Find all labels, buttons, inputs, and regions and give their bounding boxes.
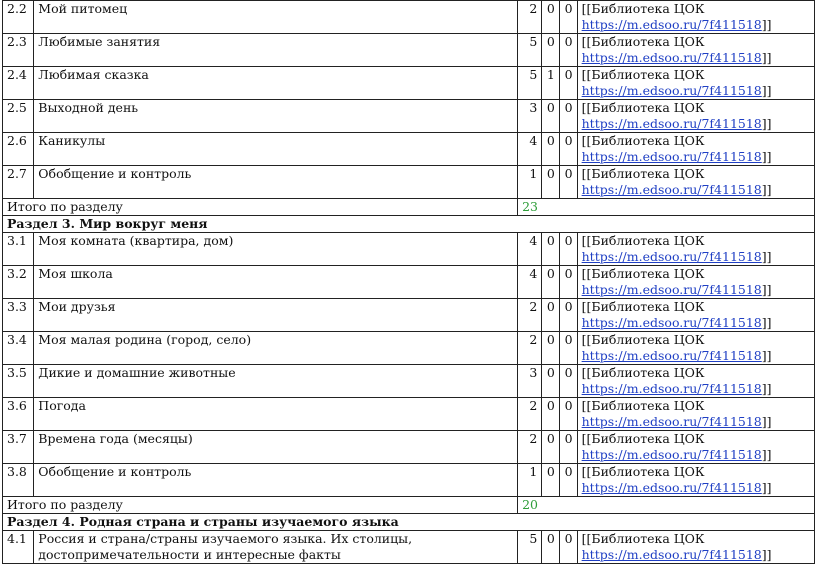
lesson-title: Мои друзья xyxy=(34,299,518,332)
lesson-number: 3.6 xyxy=(3,398,34,431)
library-label: [[Библиотека ЦОК xyxy=(581,365,705,380)
library-suffix: ]] xyxy=(761,116,772,131)
library-link[interactable]: https://m.edsoo.ru/7f411518 xyxy=(581,149,762,164)
hours-practice: 0 xyxy=(560,100,577,133)
hours-total: 1 xyxy=(518,166,542,199)
hours-total: 5 xyxy=(518,34,542,67)
lesson-number: 3.7 xyxy=(3,431,34,464)
library-link[interactable]: https://m.edsoo.ru/7f411518 xyxy=(581,315,762,330)
hours-total: 4 xyxy=(518,133,542,166)
hours-total: 4 xyxy=(518,233,542,266)
lesson-number: 2.6 xyxy=(3,133,34,166)
lesson-title: Любимые занятия xyxy=(34,34,518,67)
library-suffix: ]] xyxy=(761,315,772,330)
library-suffix: ]] xyxy=(761,547,772,562)
table-row xyxy=(3,299,815,332)
hours-total: 2 xyxy=(518,1,542,34)
hours-control: 0 xyxy=(542,398,560,431)
hours-total: 2 xyxy=(518,332,542,365)
hours-control: 0 xyxy=(542,431,560,464)
lesson-number: 4.1 xyxy=(3,531,34,564)
table-row xyxy=(3,100,815,133)
library-label: [[Библиотека ЦОК xyxy=(581,166,705,181)
table-row xyxy=(3,531,815,564)
hours-control: 0 xyxy=(542,34,560,67)
lesson-number: 2.7 xyxy=(3,166,34,199)
table-row xyxy=(3,67,815,100)
library-link[interactable]: https://m.edsoo.ru/7f411518 xyxy=(581,348,762,363)
library-link-line xyxy=(582,414,810,430)
resource-cell xyxy=(577,431,814,464)
hours-practice: 0 xyxy=(560,531,577,564)
lesson-title: Дикие и домашние животные xyxy=(34,365,518,398)
hours-control: 0 xyxy=(542,1,560,34)
resource-cell xyxy=(577,531,814,564)
lesson-number: 3.2 xyxy=(3,266,34,299)
library-link[interactable]: https://m.edsoo.ru/7f411518 xyxy=(581,182,762,197)
lesson-number: 2.3 xyxy=(3,34,34,67)
library-link-line xyxy=(582,381,810,397)
lesson-number: 3.5 xyxy=(3,365,34,398)
library-link[interactable]: https://m.edsoo.ru/7f411518 xyxy=(581,116,762,131)
lesson-title: Выходной день xyxy=(34,100,518,133)
hours-control: 0 xyxy=(542,133,560,166)
hours-practice: 0 xyxy=(560,166,577,199)
hours-practice: 0 xyxy=(560,332,577,365)
hours-practice: 0 xyxy=(560,266,577,299)
library-link[interactable]: https://m.edsoo.ru/7f411518 xyxy=(581,83,762,98)
hours-practice: 0 xyxy=(560,1,577,34)
lesson-title: Обобщение и контроль xyxy=(34,166,518,199)
library-link[interactable]: https://m.edsoo.ru/7f411518 xyxy=(581,381,762,396)
hours-total: 2 xyxy=(518,398,542,431)
table-row xyxy=(3,398,815,431)
lesson-title: Моя малая родина (город, село) xyxy=(34,332,518,365)
lesson-title: Обобщение и контроль xyxy=(34,464,518,497)
library-link-line xyxy=(582,447,810,463)
lesson-number: 2.4 xyxy=(3,67,34,100)
hours-control: 0 xyxy=(542,266,560,299)
hours-practice: 0 xyxy=(560,398,577,431)
library-link-line xyxy=(582,83,810,99)
hours-total: 5 xyxy=(518,67,542,100)
hours-practice: 0 xyxy=(560,67,577,100)
hours-control: 0 xyxy=(542,332,560,365)
library-suffix: ]] xyxy=(761,381,772,396)
library-suffix: ]] xyxy=(761,348,772,363)
resource-cell xyxy=(577,299,814,332)
lesson-number: 3.3 xyxy=(3,299,34,332)
resource-cell xyxy=(577,233,814,266)
library-label: [[Библиотека ЦОК xyxy=(581,266,705,281)
library-link[interactable]: https://m.edsoo.ru/7f411518 xyxy=(581,414,762,429)
hours-control: 1 xyxy=(542,67,560,100)
library-label: [[Библиотека ЦОК xyxy=(581,133,705,148)
library-link-line xyxy=(582,249,810,265)
library-link-line xyxy=(582,480,810,496)
table-row xyxy=(3,332,815,365)
library-label: [[Библиотека ЦОК xyxy=(581,1,705,16)
library-link[interactable]: https://m.edsoo.ru/7f411518 xyxy=(581,547,762,562)
table-row xyxy=(3,1,815,34)
hours-total: 2 xyxy=(518,431,542,464)
resource-cell xyxy=(577,1,814,34)
table-row xyxy=(3,266,815,299)
library-link-line xyxy=(582,50,810,66)
curriculum-table xyxy=(2,0,815,564)
hours-practice: 0 xyxy=(560,299,577,332)
section-header-row xyxy=(3,216,815,233)
table-row xyxy=(3,431,815,464)
resource-cell xyxy=(577,67,814,100)
lesson-number: 3.1 xyxy=(3,233,34,266)
section-title: Раздел 3. Мир вокруг меня xyxy=(3,216,815,233)
resource-cell xyxy=(577,133,814,166)
library-suffix: ]] xyxy=(761,282,772,297)
library-link[interactable]: https://m.edsoo.ru/7f411518 xyxy=(581,480,762,495)
section-total-value: 20 xyxy=(518,497,815,514)
library-link-line xyxy=(582,182,810,198)
lesson-title: Времена года (месяцы) xyxy=(34,431,518,464)
library-link-line xyxy=(582,348,810,364)
table-row xyxy=(3,464,815,497)
section-header-row xyxy=(3,514,815,531)
hours-total: 4 xyxy=(518,266,542,299)
hours-control: 0 xyxy=(542,166,560,199)
curriculum-table-body xyxy=(3,1,815,564)
hours-total: 3 xyxy=(518,100,542,133)
resource-cell xyxy=(577,398,814,431)
hours-practice: 0 xyxy=(560,34,577,67)
library-link-line xyxy=(582,116,810,132)
section-total-value: 23 xyxy=(518,199,815,216)
library-link[interactable]: https://m.edsoo.ru/7f411518 xyxy=(581,282,762,297)
hours-total: 3 xyxy=(518,365,542,398)
hours-practice: 0 xyxy=(560,464,577,497)
hours-total: 2 xyxy=(518,299,542,332)
library-label: [[Библиотека ЦОК xyxy=(581,431,705,446)
library-suffix: ]] xyxy=(761,414,772,429)
library-link-line xyxy=(582,315,810,331)
section-total-row xyxy=(3,497,815,514)
library-suffix: ]] xyxy=(761,83,772,98)
library-link-line xyxy=(582,149,810,165)
library-label: [[Библиотека ЦОК xyxy=(581,67,705,82)
library-link-line xyxy=(582,17,810,33)
hours-control: 0 xyxy=(542,299,560,332)
library-label: [[Библиотека ЦОК xyxy=(581,332,705,347)
hours-control: 0 xyxy=(542,464,560,497)
lesson-title: Каникулы xyxy=(34,133,518,166)
resource-cell xyxy=(577,464,814,497)
library-suffix: ]] xyxy=(761,17,772,32)
library-label: [[Библиотека ЦОК xyxy=(581,398,705,413)
library-label: [[Библиотека ЦОК xyxy=(581,100,705,115)
library-suffix: ]] xyxy=(761,447,772,462)
hours-total: 1 xyxy=(518,464,542,497)
hours-practice: 0 xyxy=(560,431,577,464)
hours-practice: 0 xyxy=(560,233,577,266)
table-row xyxy=(3,365,815,398)
section-title: Раздел 4. Родная страна и страны изучаемого языка xyxy=(3,514,815,531)
library-suffix: ]] xyxy=(761,149,772,164)
hours-control: 0 xyxy=(542,365,560,398)
hours-practice: 0 xyxy=(560,365,577,398)
library-suffix: ]] xyxy=(761,480,772,495)
library-link[interactable]: https://m.edsoo.ru/7f411518 xyxy=(581,17,762,32)
lesson-number: 3.8 xyxy=(3,464,34,497)
table-row xyxy=(3,166,815,199)
table-row xyxy=(3,233,815,266)
library-label: [[Библиотека ЦОК xyxy=(581,299,705,314)
library-link-line xyxy=(582,282,810,298)
library-link-line xyxy=(582,547,810,563)
lesson-title: Любимая сказка xyxy=(34,67,518,100)
section-total-label: Итого по разделу xyxy=(3,199,518,216)
lesson-number: 2.5 xyxy=(3,100,34,133)
hours-total: 5 xyxy=(518,531,542,564)
resource-cell xyxy=(577,34,814,67)
lesson-number: 2.2 xyxy=(3,1,34,34)
resource-cell xyxy=(577,332,814,365)
library-link[interactable]: https://m.edsoo.ru/7f411518 xyxy=(581,249,762,264)
library-label: [[Библиотека ЦОК xyxy=(581,233,705,248)
lesson-title: Погода xyxy=(34,398,518,431)
library-link[interactable]: https://m.edsoo.ru/7f411518 xyxy=(581,447,762,462)
resource-cell xyxy=(577,266,814,299)
resource-cell xyxy=(577,166,814,199)
library-link[interactable]: https://m.edsoo.ru/7f411518 xyxy=(581,50,762,65)
library-suffix: ]] xyxy=(761,182,772,197)
table-row xyxy=(3,133,815,166)
resource-cell xyxy=(577,100,814,133)
lesson-title: Мой питомец xyxy=(34,1,518,34)
section-total-label: Итого по разделу xyxy=(3,497,518,514)
section-total-row xyxy=(3,199,815,216)
hours-control: 0 xyxy=(542,100,560,133)
hours-control: 0 xyxy=(542,531,560,564)
library-suffix: ]] xyxy=(761,249,772,264)
resource-cell xyxy=(577,365,814,398)
table-row xyxy=(3,34,815,67)
lesson-title: Моя комната (квартира, дом) xyxy=(34,233,518,266)
lesson-title: Моя школа xyxy=(34,266,518,299)
library-suffix: ]] xyxy=(761,50,772,65)
library-label: [[Библиотека ЦОК xyxy=(581,34,705,49)
lesson-number: 3.4 xyxy=(3,332,34,365)
library-label: [[Библиотека ЦОК xyxy=(581,464,705,479)
hours-control: 0 xyxy=(542,233,560,266)
hours-practice: 0 xyxy=(560,133,577,166)
library-label: [[Библиотека ЦОК xyxy=(581,531,705,546)
lesson-title: Россия и страна/страны изучаемого языка. Их столицы, достопримечательности и интересные факты xyxy=(34,531,518,564)
